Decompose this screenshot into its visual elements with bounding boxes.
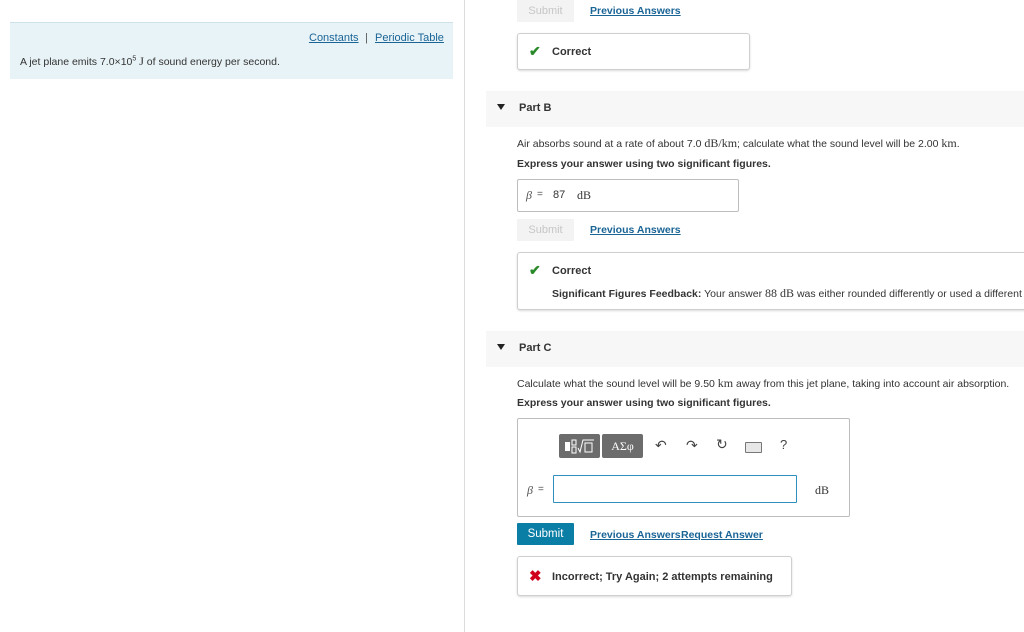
problem-text-unit: J [139, 54, 144, 68]
part-c-feedback [517, 556, 792, 596]
part-b-previous-answers-link[interactable]: Previous Answers [590, 224, 681, 236]
part-c-beta-symbol: β [527, 483, 533, 497]
check-icon: ✔ [529, 43, 541, 59]
periodic-table-link[interactable]: Periodic Table [375, 32, 444, 44]
part-c-distance-unit: km [717, 376, 734, 390]
part-c-question-pre: Calculate what the sound level will be 9.50 [517, 378, 718, 390]
problem-text [20, 54, 280, 69]
constants-link[interactable]: Constants [309, 32, 359, 44]
part-c-equals: = [538, 484, 544, 495]
part-c-feedback-status: Incorrect; Try Again; 2 attempts remaining [552, 571, 773, 583]
part-c-header[interactable] [486, 331, 1024, 367]
link-separator: | [365, 32, 368, 44]
part-b-question-end: . [956, 138, 960, 150]
part-b-answer-value: 87 [553, 189, 566, 201]
collapse-triangle-icon[interactable] [497, 104, 505, 110]
sigfig-feedback-value: 88 dB [765, 286, 795, 300]
problem-panel [0, 0, 465, 632]
part-b-feedback [517, 252, 1024, 310]
part-c-question [517, 376, 1009, 391]
part-c-answer-input[interactable] [553, 475, 797, 503]
part-c-request-answer-link[interactable]: Request Answer [681, 529, 763, 541]
help-icon[interactable]: ? [780, 437, 788, 452]
collapse-triangle-icon[interactable] [497, 344, 505, 350]
part-a-feedback [517, 33, 750, 70]
part-b-beta-symbol: β [526, 188, 532, 202]
keyboard-icon[interactable] [745, 442, 762, 453]
part-b-distance-unit: km [941, 136, 957, 150]
sigfig-feedback-post: was either rounded differently or used a different [794, 288, 1022, 300]
check-icon: ✔ [529, 262, 541, 278]
problem-text-exponent: 5 [132, 55, 137, 63]
part-b-answer-box [517, 179, 739, 212]
part-c-question-post: away from this jet plane, taking into account air absorption. [733, 378, 1010, 390]
part-c-instruction: Express your answer using two significant figures. [517, 397, 771, 409]
part-c-previous-answers-link[interactable]: Previous Answers [590, 529, 681, 541]
math-templates-icon [563, 438, 596, 455]
part-c-label: Part C [519, 342, 552, 354]
x-mark-icon: ✖ [529, 568, 542, 585]
part-b-feedback-status: Correct [552, 265, 592, 277]
undo-icon[interactable]: ↶ [655, 437, 667, 453]
part-b-equals: = [537, 189, 543, 200]
reset-icon[interactable]: ↻ [716, 436, 728, 452]
part-b-question [517, 136, 960, 151]
problem-statement-box [10, 22, 453, 79]
part-b-submit-button[interactable]: Submit [517, 219, 574, 241]
part-b-label: Part B [519, 102, 552, 114]
part-b-question-pre: Air absorbs sound at a rate of about 7.0 [517, 138, 705, 150]
part-c-answer-editor [517, 418, 850, 517]
problem-text-pre: A jet plane emits 7.0×10 [20, 56, 133, 68]
sigfig-feedback-pre: Your answer [704, 288, 766, 300]
part-a-previous-answers-link[interactable]: Previous Answers [590, 5, 681, 17]
part-b-rate-unit: dB/km [704, 136, 738, 150]
part-b-sigfig-feedback [552, 286, 1022, 301]
part-b-answer-unit: dB [577, 188, 592, 202]
part-b-question-mid: ; calculate what the sound level will be 2.00 [737, 138, 942, 150]
sigfig-feedback-title: Significant Figures Feedback: [552, 288, 702, 300]
part-a-feedback-status: Correct [552, 46, 592, 58]
part-c-submit-button[interactable]: Submit [517, 523, 574, 545]
redo-icon[interactable]: ↷ [686, 437, 698, 453]
templates-button[interactable] [559, 434, 600, 458]
part-b-header[interactable] [486, 91, 1024, 127]
part-b-instruction: Express your answer using two significant figures. [517, 158, 771, 170]
part-a-submit-button[interactable]: Submit [517, 0, 574, 22]
part-c-answer-unit: dB [815, 483, 830, 497]
greek-symbols-button[interactable]: ΑΣφ [602, 434, 643, 458]
problem-text-post: of sound energy per second. [146, 56, 280, 68]
